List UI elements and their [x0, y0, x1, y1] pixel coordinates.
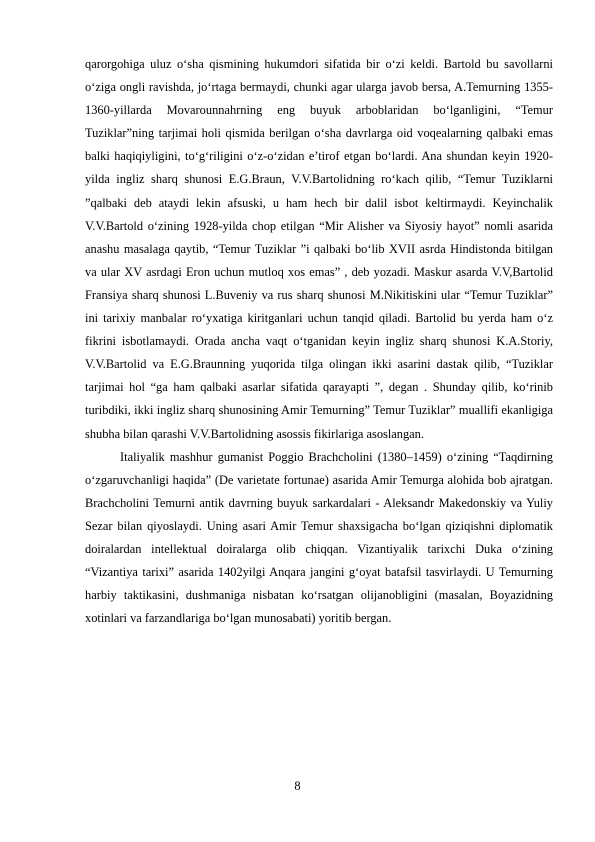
document-page	[85, 53, 553, 630]
body-paragraph: Italiyalik mashhur gumanist Poggio Brachcholini (1380–1459) o‘zining “Taqdirning o‘zgaruvchanligi haqida” (De varietate fortunae) asarida Amir Temurga alohida bob ajratgan. Brachcholini Temurni antik davrning buyuk sarkardalari - Aleksandr Makedonskiy va Yuliy Sezar bilan qiyoslaydi. Uning asari Amir Temur shaxsigacha bo‘lgan qiziqishni diplomatik doiralardan intellektual doiralarga olib chiqqan. Vizantiyalik tarixchi Duka o‘zining “Vizantiya tarixi” asarida 1402yilgi Anqara jangini g‘oyat batafsil tasvirlaydi. U Temurning harbiy taktikasini, dushmaniga nisbatan ko‘rsatgan olijanobligini (masalan, Boyazidning xotinlari va farzandlariga bo‘lgan munosabati) yoritib bergan.	[85, 449, 553, 626]
page-number: 8	[294, 779, 301, 793]
body-paragraph: qarorgohiga uluz o‘sha qismining hukumdori sifatida bir o‘zi keldi. Bartold bu savollarni o‘ziga ongli ravishda, jo‘rtaga bermaydi, chunki agar ularga javob bersa, A.Temurning 1355-1360-yillarda Movarounnahrning eng buyuk arboblaridan bo‘lganligini, “Temur Tuziklar”ning tarjimai holi qismida berilgan o‘sha davrlarga oid voqealarning qalbaki emas balki haqiqiyligini, to‘g‘riligini o‘z-o‘zidan e’tirof etgan bo‘lardi. Ana shundan keyin 1920-yilda ingliz sharq shunosi E.G.Braun, V.V.Bartolidning ro‘kach qilib, “Temur Tuziklarni ”qalbaki deb ataydi lekin afsuski, u ham hech bir dalil isbot keltirmaydi. Keyinchalik V.V.Bartold o‘zining 1928-yilda chop etilgan “Mir Alisher va Siyosiy hayot” nomli asarida anashu masalaga qaytib, “Temur Tuziklar ”i qalbaki bo‘lib XVII asrda Hindistonda bitilgan va ular XV asrdagi Eron uchun mutloq xos emas” , deb yozadi. Maskur asarda V.V,Bartolid Fransiya sharq shunosi L.Buveniy va rus sharq shunosi M.Nikitiskini ular “Temur Tuziklar” ini tarixiy manbalar ro‘yxatiga kiritganlari uchun tanqid qiladi. Bartolid bu yerda ham o‘z fikrini isbotlamaydi. Orada ancha vaqt o‘tganidan keyin ingliz sharq shunosi K.A.Storiy, V.V.Bartolid va E.G.Braunning yuqorida tilga olingan ikki asarini dastak qilib, “Tuziklar tarjimai hol “ga ham qalbaki asarlar sifatida qarayapti ”, degan . Shunday qilib, ko‘rinib turibdiki, ikki ingliz sharq shunosining Amir Temurning” Temur Tuziklar” muallifi ekanligiga shubha bilan qarashi V.V.Bartolidning asossis fikirlariga asoslangan.	[85, 57, 553, 441]
